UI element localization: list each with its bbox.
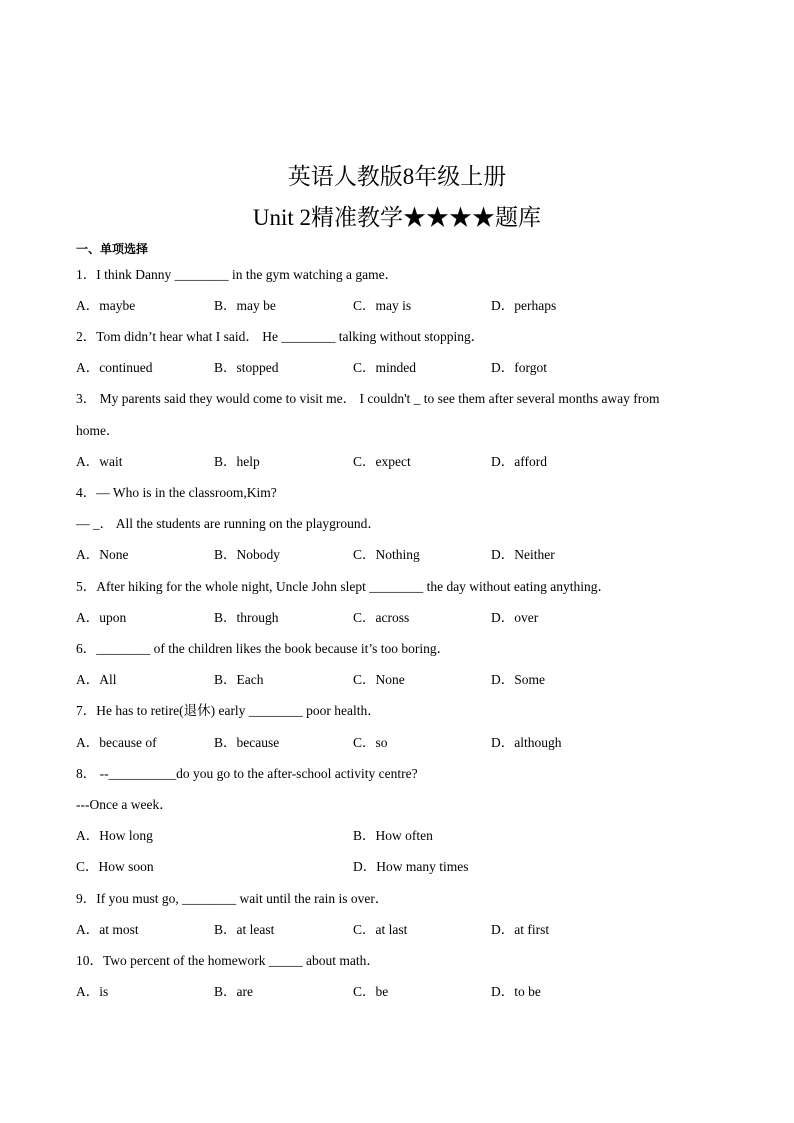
- question-7-stem: 7．He has to retire(退休) early ________ poor health．: [76, 703, 381, 718]
- question-4-stem: 4．— Who is in the classroom,Kim?: [76, 485, 277, 500]
- question-4-option-c[interactable]: C．Nothing: [353, 547, 420, 562]
- question-8-option-b[interactable]: B．How often: [353, 828, 433, 843]
- question-5-option-c[interactable]: C．across: [353, 610, 410, 625]
- question-3-stem-continued: home．: [76, 423, 120, 438]
- question-1-stem: 1．I think Danny ________ in the gym watching a game．: [76, 267, 399, 282]
- question-3-stem: 3． My parents said they would come to visit me． I couldn't _ to see them after several months away from: [76, 391, 660, 406]
- question-2-option-c[interactable]: C．minded: [353, 360, 416, 375]
- question-1-option-c[interactable]: C．may is: [353, 298, 412, 313]
- question-9-stem: 9．If you must go, ________ wait until the rain is over．: [76, 891, 389, 906]
- question-8-option-a[interactable]: A．How long: [76, 828, 153, 843]
- question-9-option-b[interactable]: B．at least: [214, 922, 275, 937]
- question-8-option-c[interactable]: C．How soon: [76, 859, 154, 874]
- question-2-option-b[interactable]: B．stopped: [214, 360, 279, 375]
- question-6-option-b[interactable]: B．Each: [214, 672, 264, 687]
- question-5-option-d[interactable]: D．over: [491, 610, 539, 625]
- question-10-option-a[interactable]: A．is: [76, 984, 109, 999]
- question-10-option-c[interactable]: C．be: [353, 984, 389, 999]
- question-6-stem: 6．________ of the children likes the book because it’s too boring．: [76, 641, 451, 656]
- question-4-option-a[interactable]: A．None: [76, 547, 129, 562]
- question-9-option-c[interactable]: C．at last: [353, 922, 408, 937]
- question-7-option-a[interactable]: A．because of: [76, 735, 157, 750]
- question-8-stem-continued: ---Once a week．: [76, 797, 173, 812]
- question-7-option-c[interactable]: C．so: [353, 735, 388, 750]
- question-5-option-a[interactable]: A．upon: [76, 610, 127, 625]
- question-6-option-a[interactable]: A．All: [76, 672, 117, 687]
- question-10-option-b[interactable]: B．are: [214, 984, 253, 999]
- question-4-option-b[interactable]: B．Nobody: [214, 547, 281, 562]
- question-2-stem: 2．Tom didn’t hear what I said． He ________ talking without stopping．: [76, 329, 485, 344]
- question-3-option-c[interactable]: C．expect: [353, 454, 411, 469]
- question-4-option-d[interactable]: D．Neither: [491, 547, 555, 562]
- question-5-stem: 5．After hiking for the whole night, Uncle John slept ________ the day without eating anything．: [76, 579, 612, 594]
- question-9-option-a[interactable]: A．at most: [76, 922, 139, 937]
- question-10-stem: 10．Two percent of the homework _____ about math．: [76, 953, 380, 968]
- question-3-option-b[interactable]: B．help: [214, 454, 260, 469]
- section-heading: 一、单项选择: [76, 242, 149, 256]
- question-2-option-a[interactable]: A．continued: [76, 360, 153, 375]
- question-1-option-b[interactable]: B．may be: [214, 298, 276, 313]
- question-8-stem: 8． --__________do you go to the after-school activity centre?: [76, 766, 418, 781]
- question-3-option-d[interactable]: D．afford: [491, 454, 547, 469]
- question-10-option-d[interactable]: D．to be: [491, 984, 541, 999]
- question-7-option-b[interactable]: B．because: [214, 735, 280, 750]
- document-title: 英语人教版8年级上册: [287, 164, 507, 189]
- question-5-option-b[interactable]: B．through: [214, 610, 279, 625]
- question-3-option-a[interactable]: A．wait: [76, 454, 123, 469]
- question-6-option-c[interactable]: C．None: [353, 672, 405, 687]
- question-8-option-d[interactable]: D．How many times: [353, 859, 469, 874]
- document-subtitle: Unit 2精准教学★★★★题库: [252, 205, 542, 230]
- question-4-stem-continued: — _． All the students are running on the playground．: [76, 516, 381, 531]
- question-6-option-d[interactable]: D．Some: [491, 672, 545, 687]
- question-7-option-d[interactable]: D．although: [491, 735, 562, 750]
- question-9-option-d[interactable]: D．at first: [491, 922, 550, 937]
- question-1-option-d[interactable]: D．perhaps: [491, 298, 557, 313]
- question-1-option-a[interactable]: A．maybe: [76, 298, 136, 313]
- question-2-option-d[interactable]: D．forgot: [491, 360, 547, 375]
